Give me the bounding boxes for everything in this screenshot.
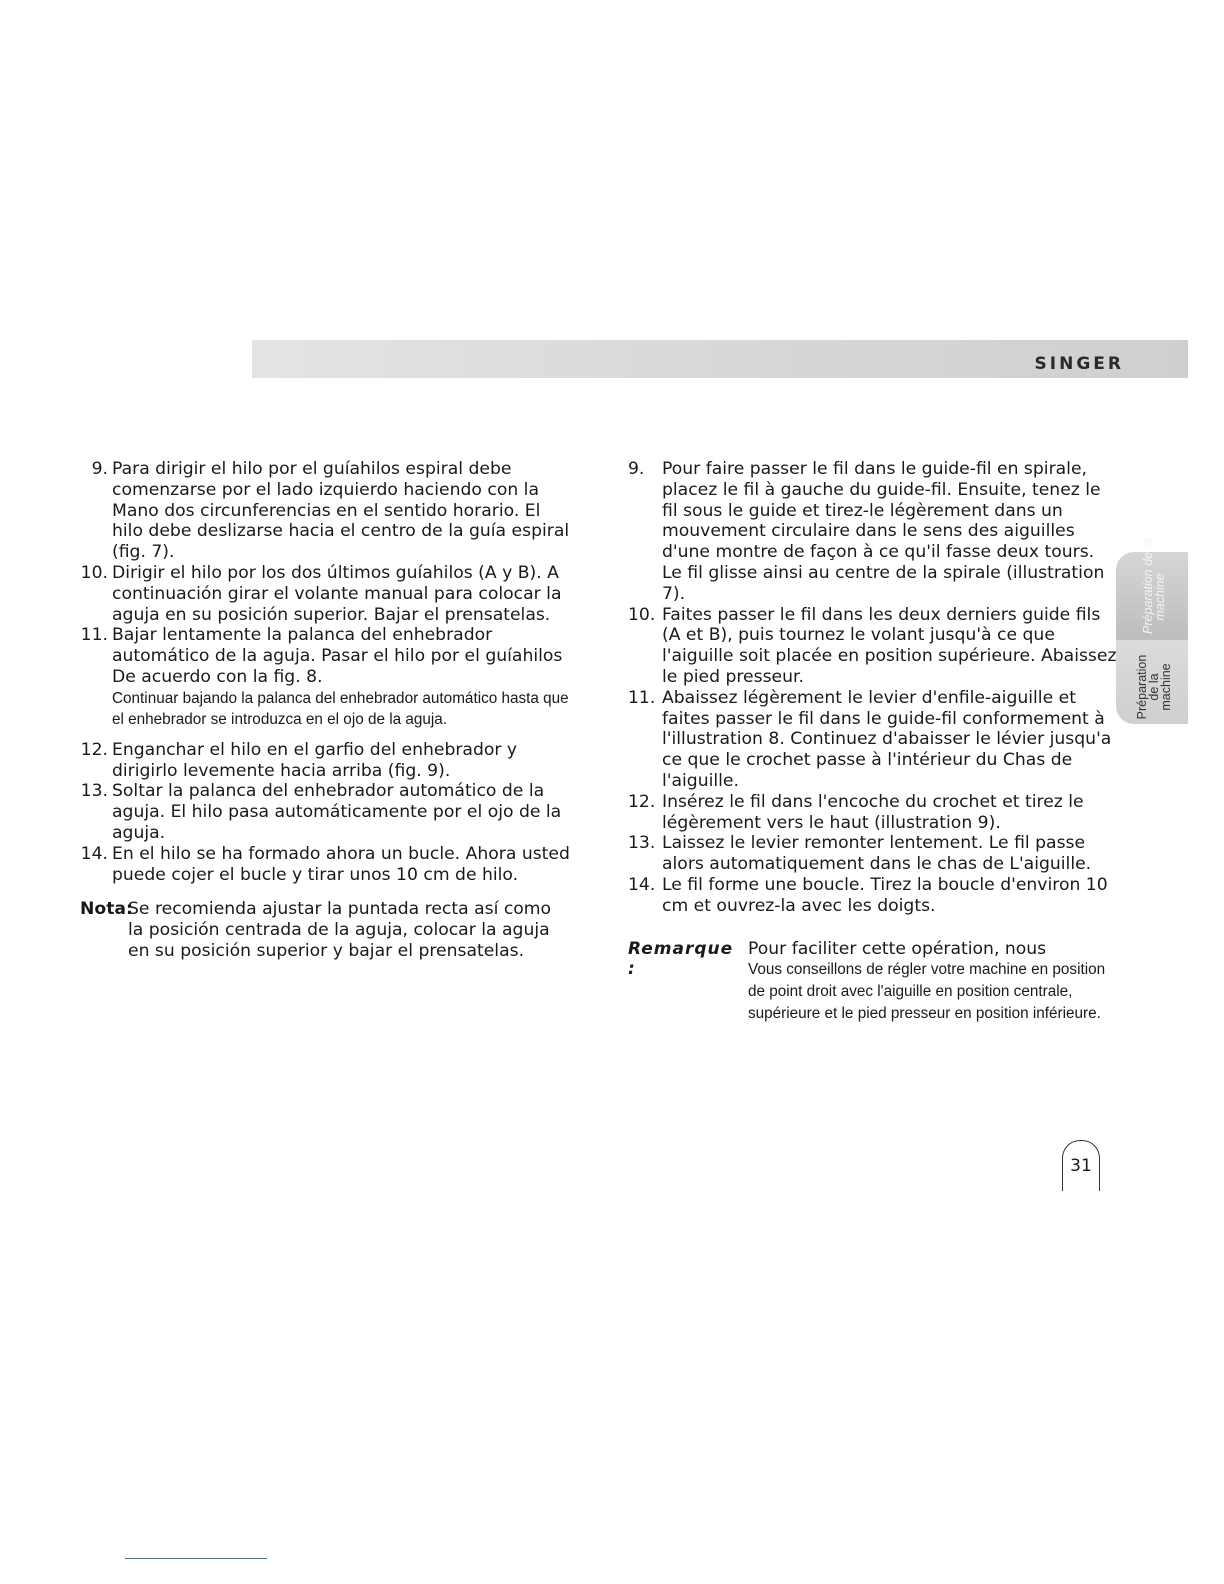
note-block [628,939,1118,1025]
list-item [80,740,570,782]
brand-logo-text: SINGER [1034,354,1124,374]
side-tab-active-label [1121,538,1187,634]
item-number: 13. [80,781,108,802]
item-number: 13. [628,833,656,854]
item-number: 12. [628,791,656,812]
list-item [80,625,570,729]
note-text: Pour faciliter cette opération, nous [748,938,1047,959]
list-item [80,844,570,886]
footer-rule [125,1558,267,1559]
side-tab-line: machine [1159,663,1173,711]
list-item [628,688,1118,792]
item-text: Le fil forme une boucle. Tirez la boucle d'environ 10 cm et ouvrez-la avec les doigts. [662,874,1108,916]
item-text-wrap [112,625,570,729]
item-text: Abaissez légèrement le levier d'enfile-aiguille et faites passer le fil dans le guide-fil conformement à l'illustration 8. Continuez d'abaisser le lévier jusqu'a ce que le crochet passe à l'intérieur du Chas de l'aiguille. [662,687,1112,791]
item-text: Enganchar el hilo en el garfio del enhebrador y dirigirlo levemente hacia arriba (fig. 9). [112,739,518,781]
spanish-column [80,459,570,962]
side-tab-line: Préparation [1135,654,1149,720]
item-number: 12. [80,739,108,760]
item-text: En el hilo se ha formado ahora un bucle. Ahora usted puede cojer el bucle y tirar unos 10 cm de hilo. [112,843,570,885]
list-item [80,563,570,625]
french-column [628,459,1118,1025]
list-item [628,875,1118,917]
item-text: Para dirigir el hilo por el guíahilos espiral debe comenzarse por el lado izquierdo haciendo con la Mano dos circunferencias en el sentido horario. El hilo debe deslizarse hacia el centro de la guía espiral (fig. 7). [112,459,570,563]
header-band [252,340,1188,378]
note-text: Se recomienda ajustar la puntada recta así como la posición centrada de la aguja, colocar la aguja en su posición superior y bajar el prensatelas. [128,899,552,961]
side-tab-active-line: machine [1153,573,1167,621]
item-number: 9. [91,459,108,479]
item-text: Dirigir el hilo por los dos últimos guíahilos (A y B). A continuación girar el volante manual para colocar la aguja en su posición superior. Bajar el prensatelas. [112,562,562,625]
item-number: 11. [80,625,108,646]
item-text: Bajar lentamente la palanca del enhebrador automático de la aguja. Pasar el hilo por el guíahilos De acuerdo con la fig. 8. [112,625,563,687]
item-text: Laissez le levier remonter lentement. Le fil passe alors automatiquement dans le chas de L'aiguille. [662,833,1092,875]
note-subtext: Vous conseillons de régler votre machine en position de point droit avec l'aiguille en position centrale, supérieure et le pied presseur en position inférieure. [748,961,1106,1022]
item-number: 14. [628,874,656,895]
item-number: 9. [628,459,645,479]
note-block [80,899,570,961]
note-text-wrap [748,939,1118,1025]
note-label: Nota: [80,899,133,920]
side-tab-line: de la [1147,673,1161,701]
item-number: 10. [628,604,656,625]
item-subtext: Continuar bajando la palanca del enhebrador automático hasta que el enhebrador se introduzca en el ojo de la aguja. [112,689,569,728]
list-item [628,459,1118,605]
item-text: Faites passer le fil dans les deux derniers guide fils (A et B), puis tournez le volant jusqu'à ce que l'aiguille soit placée en position supérieure. Abaissez le pied presseur. [662,604,1117,687]
list-item [628,792,1118,834]
item-text: Soltar la palanca del enhebrador automático de la aguja. El hilo pasa automáticamente por el ojo de la aguja. [112,781,562,843]
page-number: 31 [1062,1140,1100,1191]
item-number: 14. [80,843,108,864]
item-text: Insérez le fil dans l'encoche du crochet et tirez le légèrement vers le haut (illustration 9). [662,791,1084,833]
side-tab-label[interactable] [1121,650,1187,724]
spacer [80,730,570,740]
list-item [80,459,570,563]
item-text: Pour faire passer le fil dans le guide-fil en spirale, placez le fil à gauche du guide-fil. Ensuite, tenez le fil sous le guide et tirez-le légèrement dans un mouvement circulaire dans le sens des aiguilles d'une montre de façon à ce qu'il fasse deux tours. Le fil glisse ainsi au centre de la spirale (illustration 7). [662,459,1105,604]
side-tab-active-line: Préparation de la [1141,538,1155,634]
note-label: Remarque : [628,938,734,980]
list-item [628,605,1118,688]
item-number: 11. [628,687,656,708]
list-item [628,833,1118,875]
item-number: 10. [80,562,108,583]
list-item [80,781,570,843]
